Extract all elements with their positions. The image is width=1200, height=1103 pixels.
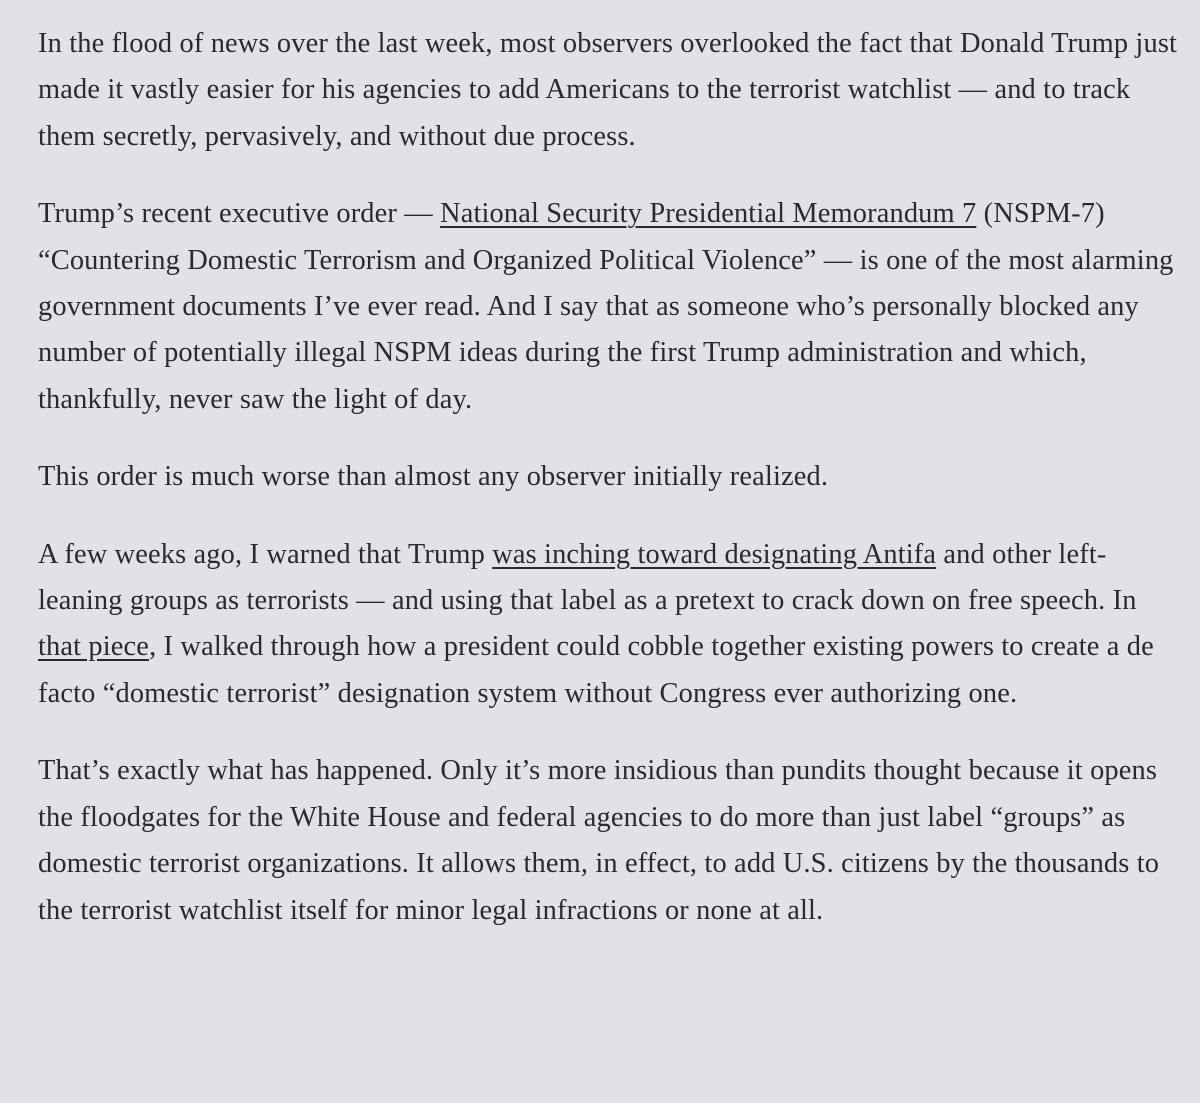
paragraph-4 xyxy=(38,532,1178,718)
paragraph-2-text-end: (NSPM-7) “Countering Domestic Terrorism and Organized Political Violence” — is one of the most alarming government documents I’ve ever read. And I say that as someone who’s personally blocked any number of potentially illegal NSPM ideas during the first Trump administration and which, thankfully, never saw the light of day. xyxy=(38,198,1174,415)
paragraph-1 xyxy=(38,21,1178,160)
paragraph-5-text: That’s exactly what has happened. Only it’s more insidious than pundits thought because it opens the floodgates for the White House and federal agencies to do more than just label “groups” as domestic terrorist organizations. It allows them, in effect, to add U.S. citizens by the thousands to the terrorist watchlist itself for minor legal infractions or none at all. xyxy=(38,755,1160,926)
paragraph-1-text: In the flood of news over the last week, most observers overlooked the fact that Donald Trump just made it vastly easier for his agencies to add Americans to the terrorist watchlist — and to track them secretly, pervasively, and without due process. xyxy=(38,28,1178,152)
paragraph-5 xyxy=(38,748,1178,934)
paragraph-3 xyxy=(38,454,1178,500)
paragraph-4-text-middle: and other left-leaning groups as terrorists — and using that label as a pretext to crack down on free speech. In xyxy=(38,538,1137,617)
paragraph-2-text-start: Trump’s recent executive order — xyxy=(38,198,441,230)
antifa-article-link[interactable]: was inching toward designating Antifa xyxy=(492,538,937,570)
paragraph-4-text-end: , I walked through how a president could cobble together existing powers to create a de facto “domestic terrorist” designation system without Congress ever authorizing one. xyxy=(38,631,1154,709)
paragraph-2 xyxy=(38,191,1178,423)
paragraph-3-text: This order is much worse than almost any observer initially realized. xyxy=(38,461,829,493)
article-body xyxy=(38,21,1178,965)
that-piece-link[interactable]: that piece xyxy=(38,631,150,663)
nspm-7-link[interactable]: National Security Presidential Memorandum 7 xyxy=(440,198,977,230)
paragraph-4-text-start: A few weeks ago, I warned that Trump xyxy=(38,538,493,570)
